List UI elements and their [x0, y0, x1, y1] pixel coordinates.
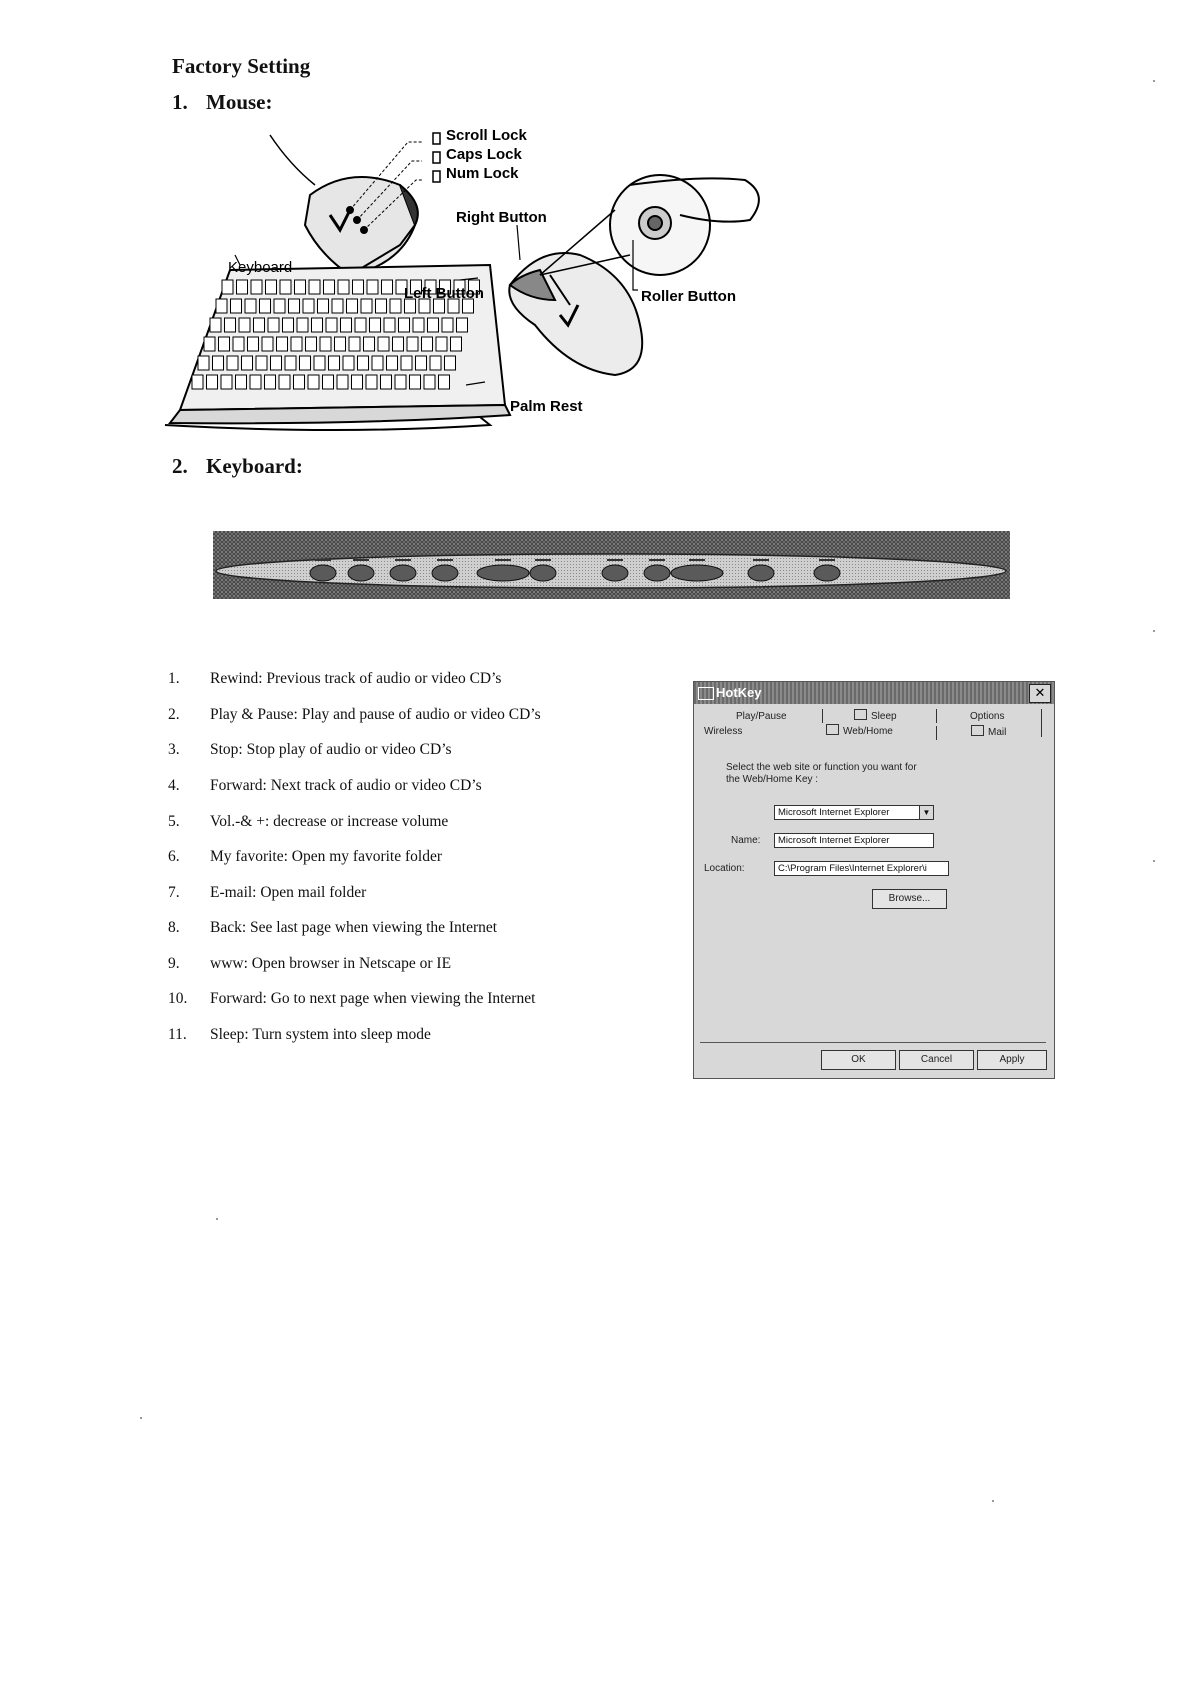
keyboard-key	[366, 375, 377, 389]
list-item-number: 4.	[168, 777, 180, 794]
list-item-number: 1.	[168, 670, 180, 687]
keyboard-key	[297, 318, 308, 332]
keyboard-key	[283, 318, 294, 332]
keyboard-key	[291, 337, 302, 351]
hotkey-label-mark	[495, 559, 511, 561]
tab-options[interactable]: Options	[970, 711, 1005, 722]
hotkey-label-mark	[607, 559, 623, 561]
keyboard-key	[329, 356, 340, 370]
scan-speck	[992, 1500, 994, 1502]
keyboard-key	[225, 318, 236, 332]
list-item-text: Forward: Next track of audio or video CD’s	[210, 777, 482, 794]
tab-web-home-label: Web/Home	[843, 726, 893, 737]
dialog-titlebar[interactable]	[694, 682, 1054, 704]
keyboard-key	[260, 299, 271, 313]
hotkey-label-mark	[535, 559, 551, 561]
keyboard-key	[393, 337, 404, 351]
list-item-text: My favorite: Open my favorite folder	[210, 848, 442, 865]
hotkey-label-mark	[353, 559, 369, 561]
keyboard-key	[422, 337, 433, 351]
list-item	[168, 741, 452, 759]
hotkey-button	[432, 565, 458, 581]
keyboard-key	[401, 356, 412, 370]
tab-play-pause[interactable]: Play/Pause	[736, 711, 787, 722]
keyboard-key	[332, 299, 343, 313]
keyboard-key	[216, 299, 227, 313]
keyboard-key	[457, 318, 468, 332]
keyboard-key	[236, 375, 247, 389]
keyboard-key	[353, 280, 364, 294]
mail-icon	[971, 725, 984, 736]
instruction-text-line1: Select the web site or function you want for	[726, 762, 917, 773]
keyboard-key	[323, 375, 334, 389]
list-item-text: Sleep: Turn system into sleep mode	[210, 1026, 431, 1043]
scan-speck	[140, 1417, 142, 1419]
keyboard-key	[306, 337, 317, 351]
keyboard-key	[239, 318, 250, 332]
keyboard-key	[254, 318, 265, 332]
keyboard-key	[451, 337, 462, 351]
list-item	[168, 813, 448, 831]
keyboard-key	[294, 375, 305, 389]
scan-speck	[216, 1218, 218, 1220]
browser-select[interactable]	[774, 805, 934, 820]
keyboard-key	[277, 337, 288, 351]
keyboard-key	[312, 318, 323, 332]
hotkey-label-mark	[819, 559, 835, 561]
keyboard-key	[237, 280, 248, 294]
keyboard-key	[204, 337, 215, 351]
section-label: Keyboard:	[206, 454, 303, 478]
list-item-number: 3.	[168, 741, 180, 758]
list-item-number: 5.	[168, 813, 180, 830]
keyboard-key	[231, 299, 242, 313]
hotkey-label-mark	[649, 559, 665, 561]
tab-divider	[936, 709, 937, 723]
location-label: Location:	[704, 863, 745, 874]
keyboard-key	[295, 280, 306, 294]
keyboard-key	[256, 356, 267, 370]
keyboard-key	[424, 375, 435, 389]
keyboard-key	[367, 280, 378, 294]
keyboard-key	[387, 356, 398, 370]
tab-sleep-label: Sleep	[871, 711, 897, 722]
keyboard-key	[416, 356, 427, 370]
keyboard-key	[349, 337, 360, 351]
keyboard-key	[279, 375, 290, 389]
keyboard-key	[289, 299, 300, 313]
keyboard-key	[378, 337, 389, 351]
keyboard-key	[271, 356, 282, 370]
keyboard-key	[352, 375, 363, 389]
keyboard-key	[303, 299, 314, 313]
browse-button[interactable]: Browse...	[872, 889, 947, 909]
keyboard-key	[372, 356, 383, 370]
keyboard-hotkey-strip	[213, 531, 1010, 599]
keyboard-key	[250, 375, 261, 389]
hotkey-button	[602, 565, 628, 581]
keyboard-key	[308, 375, 319, 389]
list-item	[168, 670, 501, 688]
keyboard-key	[395, 375, 406, 389]
browser-select-value: Microsoft Internet Explorer	[778, 807, 890, 818]
list-item-text: Play & Pause: Play and pause of audio or video CD’s	[210, 706, 541, 723]
keyboard-key	[384, 318, 395, 332]
keyboard-key	[219, 337, 230, 351]
keyboard-key	[233, 337, 244, 351]
name-label: Name:	[731, 835, 761, 846]
keyboard-key	[245, 299, 256, 313]
keyboard-key	[213, 356, 224, 370]
hotkey-label-mark	[395, 559, 411, 561]
keyboard-key	[445, 356, 456, 370]
hotkey-button	[814, 565, 840, 581]
list-item-number: 7.	[168, 884, 180, 901]
keyboard-key	[320, 337, 331, 351]
keyboard-key	[248, 337, 259, 351]
hotkey-button	[644, 565, 670, 581]
hotkey-label-mark	[753, 559, 769, 561]
list-item-number: 11.	[168, 1026, 187, 1043]
keyboard-key	[347, 299, 358, 313]
list-item-text: Rewind: Previous track of audio or video CD’s	[210, 670, 502, 687]
keyboard-key	[207, 375, 218, 389]
keyboard-key	[326, 318, 337, 332]
keyboard-key	[382, 280, 393, 294]
hotkey-label-mark	[437, 559, 453, 561]
list-item-number: 6.	[168, 848, 180, 865]
left-button-label: Left Button	[404, 285, 484, 302]
keyboard-key	[300, 356, 311, 370]
list-item-number: 10.	[168, 990, 188, 1007]
instruction-text-line2: the Web/Home Key :	[726, 774, 819, 785]
keyboard-key	[442, 318, 453, 332]
keyboard-key	[242, 356, 253, 370]
num-lock-label: Num Lock	[446, 165, 519, 182]
mouse-icon	[509, 253, 642, 375]
hotkey-button	[748, 565, 774, 581]
list-item-text: Forward: Go to next page when viewing the Internet	[210, 990, 536, 1007]
hotkey-button	[348, 565, 374, 581]
keyboard-key	[390, 299, 401, 313]
section-number: 2.	[172, 454, 188, 478]
list-item	[168, 706, 541, 724]
keyboard-key	[355, 318, 366, 332]
tab-mail-label: Mail	[988, 727, 1007, 738]
hotkey-button	[390, 565, 416, 581]
keyboard-icon	[698, 687, 714, 700]
keyboard-key	[285, 356, 296, 370]
list-item-text: www: Open browser in Netscape or IE	[210, 955, 452, 972]
keyboard-key	[314, 356, 325, 370]
sleep-icon	[854, 709, 867, 720]
cancel-button[interactable]: Cancel	[899, 1050, 974, 1070]
scan-speck	[1153, 860, 1155, 862]
page-title: Factory Setting	[172, 54, 311, 78]
hotkey-button	[477, 565, 529, 581]
chevron-down-icon[interactable]: ▼	[919, 806, 933, 819]
scroll-lock-label: Scroll Lock	[446, 127, 527, 144]
keyboard-key	[430, 356, 441, 370]
keyboard-key	[361, 299, 372, 313]
keyboard-key	[407, 337, 418, 351]
list-item	[168, 955, 451, 973]
tab-wireless[interactable]: Wireless	[704, 726, 743, 737]
scan-speck	[1153, 80, 1155, 82]
keyboard-key	[222, 280, 233, 294]
hotkey-button	[671, 565, 723, 581]
close-button[interactable]: ✕	[1029, 684, 1051, 703]
keyboard-key	[381, 375, 392, 389]
keyboard-key	[266, 280, 277, 294]
keyboard-key	[318, 299, 329, 313]
keyboard-key	[428, 318, 439, 332]
keyboard-key	[309, 280, 320, 294]
tab-divider	[936, 726, 937, 740]
keyboard-key	[376, 299, 387, 313]
keyboard-key	[439, 375, 450, 389]
hotkey-button	[530, 565, 556, 581]
divider	[700, 1042, 1046, 1043]
keyboard-key	[370, 318, 381, 332]
hotkey-label-mark	[689, 559, 705, 561]
hotkey-button	[310, 565, 336, 581]
scan-speck	[1153, 630, 1155, 632]
keyboard-key	[251, 280, 262, 294]
keyboard-key	[436, 337, 447, 351]
keyboard-key	[410, 375, 421, 389]
tab-mail[interactable]	[971, 725, 1006, 738]
keyboard-key	[221, 375, 232, 389]
tab-divider	[1041, 709, 1042, 737]
hotkey-strip-drawing	[213, 531, 1010, 599]
list-item	[168, 1026, 431, 1044]
list-item-text: Vol.-& +: decrease or increase volume	[210, 813, 449, 830]
keyboard-key	[335, 337, 346, 351]
tab-web-home[interactable]	[826, 724, 893, 737]
keyboard-key	[268, 318, 279, 332]
list-item-number: 8.	[168, 919, 180, 936]
section-label: Mouse:	[206, 90, 273, 114]
list-item	[168, 777, 482, 795]
list-item	[168, 848, 442, 866]
list-item-text: Back: See last page when viewing the Internet	[210, 919, 498, 936]
caps-lock-label: Caps Lock	[446, 146, 522, 163]
name-field[interactable]: Microsoft Internet Explorer	[774, 833, 934, 848]
keyboard-key	[341, 318, 352, 332]
keyboard-key	[358, 356, 369, 370]
palm-rest-label: Palm Rest	[510, 398, 583, 415]
keyboard-key	[324, 280, 335, 294]
hotkey-label-mark	[315, 559, 331, 561]
right-button-label: Right Button	[456, 209, 547, 226]
keyboard-key	[399, 318, 410, 332]
keyboard-key	[210, 318, 221, 332]
section-number: 1.	[172, 90, 188, 114]
list-item-text: Stop: Stop play of audio or video CD’s	[210, 741, 452, 758]
apply-button[interactable]: Apply	[977, 1050, 1047, 1070]
roller-button-label: Roller Button	[641, 288, 736, 305]
list-item-number: 9.	[168, 955, 180, 972]
ok-button[interactable]: OK	[821, 1050, 896, 1070]
keyboard-key	[413, 318, 424, 332]
keyboard-key	[338, 280, 349, 294]
section-keyboard-heading	[172, 454, 303, 479]
list-item-text: E-mail: Open mail folder	[210, 884, 367, 901]
list-item	[168, 919, 497, 937]
tab-divider	[822, 709, 823, 723]
keyboard-key	[343, 356, 354, 370]
keyboard-key	[265, 375, 276, 389]
tab-sleep[interactable]	[854, 709, 897, 722]
web-home-icon	[826, 724, 839, 735]
keyboard-key	[262, 337, 273, 351]
keyboard-key	[364, 337, 375, 351]
hotkey-dialog	[693, 681, 1055, 1079]
keyboard-key	[280, 280, 291, 294]
keyboard-key	[337, 375, 348, 389]
keyboard-key	[227, 356, 238, 370]
section-mouse-heading	[172, 90, 273, 115]
dialog-title: HotKey	[716, 685, 762, 700]
list-item	[168, 884, 366, 902]
keyboard-label: Keyboard	[228, 259, 293, 276]
keyboard-key	[198, 356, 209, 370]
keyboard-key	[192, 375, 203, 389]
keyboard-key	[274, 299, 285, 313]
list-item	[168, 990, 535, 1008]
list-item-number: 2.	[168, 706, 180, 723]
mouse-keyboard-illustration	[160, 125, 810, 445]
location-field[interactable]: C:\Program Files\Internet Explorer\i	[774, 861, 949, 876]
